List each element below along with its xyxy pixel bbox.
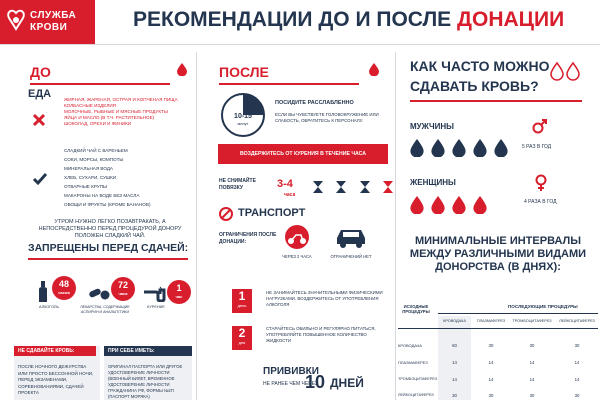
alcohol-hours-badge	[52, 276, 76, 300]
pipe-icon	[142, 286, 166, 302]
smoking-hours-badge	[167, 280, 191, 304]
table-cell: 14	[488, 360, 494, 365]
female-icon	[534, 174, 548, 192]
vaccination-days: 10	[305, 372, 326, 392]
transport-label: ОГРАНИЧЕНИЯ ПОСЛЕ ДОНАЦИИ:	[219, 232, 277, 245]
bad-food-item: ЖИРНАЯ, ЖАРЕНАЯ, ОСТРАЯ И КОПЧЕНАЯ ПИЩА	[64, 97, 178, 102]
table-cell: 30	[488, 393, 494, 398]
bandage-label: НЕ СНИМАЙТЕ ПОВЯЗКУ	[219, 178, 256, 191]
blood-drop-icon	[367, 62, 381, 76]
blood-drop-icon	[494, 139, 508, 157]
cross-icon	[32, 113, 46, 127]
hourglass-icon	[381, 180, 395, 194]
clock-unit: минут	[237, 121, 249, 126]
women-drops	[410, 196, 520, 214]
logo-text-line1: СЛУЖБА	[30, 10, 77, 21]
bandage-hours: 3-4	[277, 178, 293, 190]
clock-value: 10-15	[234, 113, 252, 120]
page-title-part2: ДОНАЦИИ	[457, 8, 565, 31]
good-food-list	[64, 148, 192, 208]
table-cell: 14	[452, 360, 457, 365]
bring-text: ОРИГИНАЛ ПАСПОРТА ИЛИ ДРУГОЕ УДОСТОВЕРЕНИЕ ЛИЧНОСТИ (ВОЕННЫЙ БИЛЕТ, ВРЕМЕННОЕ УДОСТОВЕРЕНИЕ ЛИЧНОСТИ ГРАЖДАНИНА РФ, ФОРМЫ №2П (ПАСПОРТ МОРЯКА)	[108, 364, 183, 399]
vaccination-unit: ДНЕЙ	[330, 376, 364, 390]
good-food-item: ХЛЕБ, СУХАРИ, СУШКИ	[64, 175, 117, 180]
logo	[0, 0, 95, 44]
table-cell: 14	[574, 377, 580, 382]
table-cell: 14	[529, 377, 535, 382]
table-column-header: ЛЕЙКОЦИТАФЕРЕЗ	[559, 319, 595, 323]
bad-food-list	[64, 97, 192, 127]
smoking-label: КУРЕНИЕ	[147, 305, 165, 309]
frequency-heading-line2: СДАВАТЬ КРОВЬ?	[410, 78, 539, 94]
bring-heading: ПРИ СЕБЕ ИМЕТЬ:	[104, 346, 192, 356]
table-header-line	[438, 313, 598, 314]
blood-drop-icon	[175, 62, 189, 76]
medicine-hours-unit: часа	[118, 291, 128, 296]
good-food-item: СЛАДКИЙ ЧАЙ С ВАРЕНЬЕМ	[64, 148, 128, 153]
day1-number: 1	[238, 289, 246, 303]
blood-drop-icon	[410, 139, 424, 157]
day2-number: 2	[238, 326, 246, 340]
good-food-item: МАКАРОНЫ НА ВОДЕ БЕЗ МАСЛА	[64, 193, 140, 198]
table-cell: 60	[452, 343, 457, 348]
table-header-line	[398, 328, 598, 329]
day1-unit: день	[237, 303, 247, 308]
table-row-name: КРОВОДАЧА	[398, 343, 422, 348]
day2-text: СТАРАЙТЕСЬ ОБИЛЬНО И РЕГУЛЯРНО ПИТАТЬСЯ, УПОТРЕБЛЯЙТЕ ПОВЫШЕННОЕ КОЛИЧЕСТВО ЖИДКОСТИ	[266, 326, 376, 343]
table-column-header: КРОВОДАЧА	[443, 319, 466, 323]
smoking-hours-unit: час	[175, 294, 183, 299]
hourglass-icon	[334, 180, 348, 194]
after-heading-underline	[219, 83, 359, 85]
page-title-part1: РЕКОМЕНДАЦИИ ДО И ПОСЛЕ	[133, 8, 458, 31]
car-icon	[334, 226, 368, 248]
before-heading-underline	[30, 83, 170, 85]
checkmark-icon	[32, 172, 48, 186]
before-heading: ДО	[30, 64, 51, 80]
table-cell: 30	[452, 393, 457, 398]
women-label: ЖЕНЩИНЫ	[410, 178, 456, 187]
column-divider-right	[395, 52, 396, 400]
food-heading: ЕДА	[28, 88, 52, 100]
motorcycle-icon	[284, 225, 310, 249]
good-food-item: ОВОЩИ И ФРУКТЫ (КРОМЕ БАНАНОВ)	[64, 202, 151, 207]
day1-text: НЕ ЗАНИМАЙТЕСЬ ЗНАЧИТЕЛЬНЫМИ ФИЗИЧЕСКИМИ НАГРУЗКАМИ, ВОЗДЕРЖИТЕСЬ ОТ УПОТРЕБЛЕНИЯ АЛКОГОЛЯ	[266, 290, 383, 307]
good-food-item: МИНЕРАЛЬНАЯ ВОДА	[64, 166, 113, 171]
moto-caption: ЧЕРЕЗ 2 ЧАСА	[282, 254, 312, 259]
good-food-item: ОТВАРНЫЕ КРУПЫ	[64, 184, 108, 189]
frequency-underline	[410, 100, 582, 102]
alcohol-label: АЛКОГОЛЬ	[39, 305, 59, 309]
bring-box	[104, 346, 192, 400]
table-corner: ИСХОДНЫЕ ПРОЦЕДУРЫ	[402, 304, 430, 314]
day2-calendar-icon	[232, 326, 252, 350]
logo-heart-icon	[6, 9, 26, 33]
bandage-unit: часа	[284, 192, 296, 198]
page-title	[133, 8, 564, 32]
men-label: МУЖЧИНЫ	[410, 122, 454, 131]
blood-drop-icon	[452, 196, 466, 214]
frequency-heading-line1: КАК ЧАСТО МОЖНО	[410, 58, 550, 74]
no-entry-icon	[219, 207, 233, 221]
forbidden-underline	[28, 258, 188, 260]
vaccination-text: НЕ РАНЕЕ ЧЕМ ЧЕРЕЗ	[263, 381, 318, 387]
table-column-header: ТРОМБОЦИТАФЕРЕЗ	[512, 319, 552, 323]
day1-calendar-icon	[232, 289, 252, 313]
alcohol-hours-value: 48	[58, 279, 69, 289]
table-cell: 30	[529, 343, 535, 348]
hourglass-icon	[311, 180, 325, 194]
double-drop-icon	[548, 61, 582, 81]
blood-drop-icon	[473, 196, 487, 214]
dont-donate-box	[14, 346, 100, 400]
pills-icon	[88, 287, 110, 301]
table-row-name: ПЛАЗМАФЕРЕЗ	[398, 360, 428, 365]
transport-heading: ТРАНСПОРТ	[238, 207, 306, 219]
medicine-label: ЛЕКАРСТВА, СОДЕРЖАЩИЕ АСПИРИН И АНАЛЬГЕТИКИ	[80, 305, 130, 314]
bad-food-item: МОЛОЧНЫЕ, РЫБНЫЕ И МЯСНЫЕ ПРОДУКТЫ	[64, 109, 168, 114]
after-heading: ПОСЛЕ	[219, 64, 269, 80]
women-times: 4 РАЗА В ГОД	[524, 199, 557, 205]
male-icon	[532, 118, 548, 134]
day2-unit: дня	[238, 340, 246, 345]
smoking-hours-value: 1	[176, 283, 182, 293]
table-cell: 30	[529, 393, 535, 398]
column-divider-left	[196, 52, 197, 400]
medicine-hours-value: 72	[117, 280, 128, 290]
blood-drop-icon	[431, 139, 445, 157]
vaccination-heading: ПРИВИВКИ	[263, 366, 319, 377]
dont-donate-text: ПОСЛЕ НОЧНОГО ДЕЖУРСТВА ИЛИ ПРОСТО БЕССОННОЙ НОЧИ, ПЕРЕД ЭКЗАМЕНАМИ, СОРЕВНОВАНИЯМИ, СДАЧЕЙ ПРОЕКТА	[18, 364, 94, 395]
header-divider	[0, 44, 600, 45]
table-cell: 30	[488, 343, 494, 348]
hourglass-icon	[358, 180, 372, 194]
forbidden-heading: ЗАПРЕЩЕНЫ ПЕРЕД СДАЧЕЙ:	[28, 242, 189, 254]
table-cell: 30	[574, 343, 580, 348]
intervals-table	[398, 302, 598, 400]
table-row-name: ТРОМБОЦИТАФЕРЕЗ	[398, 377, 438, 381]
table-cell: 14	[488, 377, 494, 382]
table-column-header: ПЛАЗМАФЕРЕЗ	[476, 319, 506, 323]
good-food-item: СОКИ, МОРСЫ, КОМПОТЫ	[64, 157, 124, 162]
morning-note: УТРОМ НУЖНО ЛЕГКО ПОЗАВТРАКАТЬ, А НЕПОСРЕДСТВЕННО ПЕРЕД ПРОЦЕДУРОЙ ДОНОРУ ПОЛОЖЕН СЛАДКИЙ ЧАЙ.	[38, 219, 182, 239]
bottle-icon	[36, 280, 52, 304]
bad-food-item: ШОКОЛАД, ОРЕХИ И ФИНИКИ	[64, 121, 132, 126]
bad-food-item: ЯЙЦА И МАСЛО (В Т.Ч. РАСТИТЕЛЬНОЕ)	[64, 115, 155, 120]
medicine-hours-badge	[111, 277, 135, 301]
men-drops	[410, 139, 520, 157]
rest-text: ЕСЛИ ВЫ ЧУВСТВУЕТЕ ГОЛОВОКРУЖЕНИЕ ИЛИ СЛАБОСТЬ, ОБРАТИТЕСЬ К ПЕРСОНАЛУ.	[275, 112, 379, 123]
car-caption: ОГРАНИЧЕНИЙ НЕТ	[330, 254, 372, 259]
blood-drop-icon	[410, 196, 424, 214]
table-cell: 14	[529, 360, 535, 365]
blood-drop-icon	[431, 196, 445, 214]
smoking-banner: ВОЗДЕРЖИТЕСЬ ОТ КУРЕНИЯ В ТЕЧЕНИЕ ЧАСА	[218, 144, 388, 164]
men-times: 5 РАЗ В ГОД	[522, 144, 552, 150]
table-cell: 30	[574, 393, 580, 398]
intervals-heading: МИНИМАЛЬНЫЕ ИНТЕРВАЛЫ МЕЖДУ РАЗЛИЧНЫМИ ВИДАМИ ДОНОРСТВА (В ДНЯХ):	[409, 235, 587, 273]
table-cell: 14	[574, 360, 580, 365]
rest-title: ПОСИДИТЕ РАССЛАБЛЕННО	[275, 100, 354, 106]
logo-text-line2: КРОВИ	[30, 22, 68, 33]
table-row-name: ЛЕЙКОЦИТАФЕРЕЗ	[398, 393, 434, 397]
bad-food-item: КОЛБАСНЫЕ ИЗДЕЛИЯ	[64, 103, 116, 108]
table-next-heading: ПОСЛЕДУЮЩИЕ ПРОЦЕДУРЫ	[508, 304, 578, 309]
table-cell: 14	[452, 377, 457, 382]
hourglass-row	[311, 180, 395, 199]
blood-drop-icon	[452, 139, 466, 157]
blood-drop-icon	[473, 139, 487, 157]
alcohol-hours-unit: часов	[58, 290, 70, 295]
dont-donate-heading: НЕ СДАВАЙТЕ КРОВЬ:	[14, 346, 96, 356]
